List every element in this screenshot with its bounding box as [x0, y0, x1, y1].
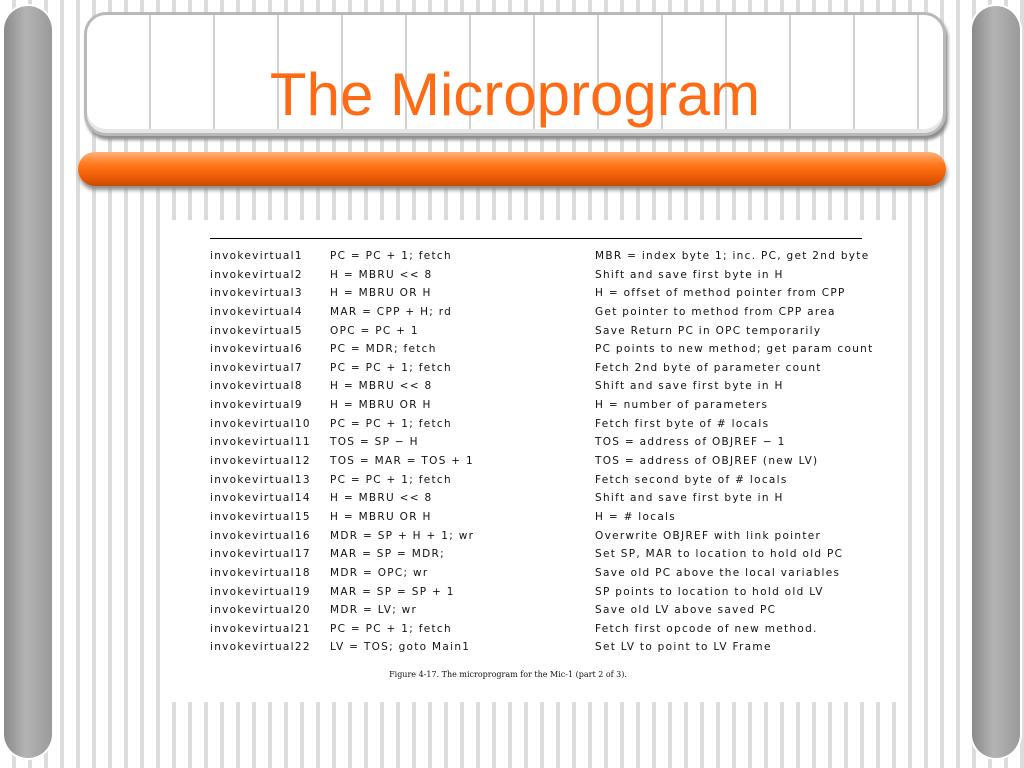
microinstruction-label: invokevirtual3	[210, 287, 303, 300]
microinstruction-comment: MBR = index byte 1; inc. PC, get 2nd byte	[595, 250, 870, 262]
microinstruction-comment: H = number of parameters	[595, 399, 769, 412]
microinstruction-operations: TOS = SP − H	[330, 436, 419, 449]
microinstruction-operations: H = MBRU << 8	[330, 380, 433, 393]
orange-divider-bar	[78, 152, 946, 186]
table-row	[210, 638, 890, 657]
table-row	[210, 247, 890, 266]
microinstruction-operations: MDR = LV; wr	[330, 604, 418, 617]
microinstruction-operations: TOS = MAR = TOS + 1	[330, 455, 475, 468]
table-row	[210, 340, 890, 359]
microinstruction-label: invokevirtual19	[210, 585, 311, 598]
table-row	[210, 601, 890, 620]
microinstruction-operations: MDR = SP + H + 1; wr	[330, 529, 475, 542]
microinstruction-label: invokevirtual17	[210, 548, 311, 561]
title-box	[84, 12, 946, 136]
microinstruction-comment: TOS = address of OBJREF − 1	[595, 436, 786, 449]
microinstruction-label: invokevirtual1	[210, 250, 303, 262]
slide-title: The Microprogram	[269, 61, 761, 128]
table-row	[210, 508, 890, 527]
microinstruction-comment: Save Return PC in OPC temporarily	[595, 324, 822, 337]
table-row	[210, 322, 890, 341]
microinstruction-operations: H = MBRU OR H	[330, 399, 432, 412]
microinstruction-label: invokevirtual14	[210, 492, 311, 505]
microinstruction-comment: Get pointer to method from CPP area	[595, 305, 836, 318]
microinstruction-label: invokevirtual9	[210, 399, 303, 412]
microinstruction-label: invokevirtual20	[210, 604, 311, 617]
microinstruction-comment: PC points to new method; get param count	[595, 343, 874, 356]
microinstruction-comment: Set LV to point to LV Frame	[595, 641, 772, 654]
microinstruction-label: invokevirtual11	[210, 436, 311, 449]
microinstruction-operations: MDR = OPC; wr	[330, 566, 429, 579]
microinstruction-label: invokevirtual6	[210, 343, 303, 356]
table-row	[210, 415, 890, 434]
microinstruction-comment: Shift and save first byte in H	[595, 268, 784, 281]
table-row	[210, 266, 890, 285]
microinstruction-operations: PC = PC + 1; fetch	[330, 361, 452, 374]
microinstruction-operations: LV = TOS; goto Main1	[330, 641, 471, 654]
microinstruction-comment: Set SP, MAR to location to hold old PC	[595, 548, 844, 561]
microinstruction-label: invokevirtual13	[210, 473, 311, 486]
table-row	[210, 433, 890, 452]
microinstruction-comment: Fetch 2nd byte of parameter count	[595, 361, 822, 374]
microinstruction-comment: Shift and save first byte in H	[595, 380, 784, 393]
microinstruction-operations: PC = PC + 1; fetch	[330, 417, 452, 430]
figure-caption: Figure 4-17. The microprogram for the Mic-1 (part 2 of 3).	[389, 670, 627, 679]
right-decorative-pillar	[972, 6, 1020, 758]
microinstruction-label: invokevirtual2	[210, 268, 303, 281]
microinstruction-operations: PC = PC + 1; fetch	[330, 473, 452, 486]
table-row	[210, 471, 890, 490]
microinstruction-operations: OPC = PC + 1	[330, 324, 419, 337]
table-top-rule	[210, 238, 862, 239]
microinstruction-comment: H = offset of method pointer from CPP	[595, 287, 846, 300]
microinstruction-label: invokevirtual16	[210, 529, 311, 542]
microinstruction-label: invokevirtual15	[210, 510, 311, 523]
microprogram-figure	[172, 220, 898, 702]
table-row	[210, 303, 890, 322]
microinstruction-operations: MAR = CPP + H; rd	[330, 305, 453, 318]
microprogram-table	[210, 247, 890, 657]
microinstruction-label: invokevirtual4	[210, 305, 303, 318]
microinstruction-comment: Save old LV above saved PC	[595, 604, 777, 617]
microinstruction-label: invokevirtual8	[210, 380, 303, 393]
table-row	[210, 396, 890, 415]
table-row	[210, 564, 890, 583]
microinstruction-operations: H = MBRU << 8	[330, 492, 433, 505]
microinstruction-comment: Fetch second byte of # locals	[595, 473, 788, 486]
microinstruction-label: invokevirtual18	[210, 566, 311, 579]
microinstruction-label: invokevirtual5	[210, 324, 303, 337]
table-row	[210, 489, 890, 508]
table-row	[210, 359, 890, 378]
microinstruction-operations: MAR = SP = SP + 1	[330, 585, 455, 598]
microinstruction-comment: TOS = address of OBJREF (new LV)	[595, 455, 819, 468]
table-row	[210, 377, 890, 396]
microinstruction-label: invokevirtual12	[210, 455, 311, 468]
table-row	[210, 527, 890, 546]
microinstruction-operations: PC = PC + 1; fetch	[330, 622, 452, 635]
microinstruction-operations: PC = PC + 1; fetch	[330, 250, 452, 262]
microinstruction-label: invokevirtual10	[210, 417, 311, 430]
microinstruction-operations: H = MBRU << 8	[330, 268, 433, 281]
microinstruction-operations: H = MBRU OR H	[330, 287, 432, 300]
table-row	[210, 620, 890, 639]
microinstruction-label: invokevirtual22	[210, 641, 311, 654]
microinstruction-comment: SP points to location to hold old LV	[595, 585, 824, 598]
microinstruction-comment: Shift and save first byte in H	[595, 492, 784, 505]
microinstruction-comment: Fetch first opcode of new method.	[595, 622, 818, 635]
table-row	[210, 583, 890, 602]
left-decorative-pillar	[4, 6, 52, 758]
microinstruction-label: invokevirtual21	[210, 622, 311, 635]
microinstruction-operations: MAR = SP = MDR;	[330, 548, 445, 561]
microinstruction-operations: H = MBRU OR H	[330, 510, 432, 523]
microinstruction-comment: H = # locals	[595, 510, 677, 523]
table-row	[210, 545, 890, 564]
microinstruction-comment: Fetch first byte of # locals	[595, 417, 770, 430]
table-row	[210, 452, 890, 471]
table-row	[210, 284, 890, 303]
microinstruction-label: invokevirtual7	[210, 361, 303, 374]
microinstruction-comment: Save old PC above the local variables	[595, 566, 841, 579]
microinstruction-operations: PC = MDR; fetch	[330, 343, 437, 356]
microinstruction-comment: Overwrite OBJREF with link pointer	[595, 529, 822, 542]
